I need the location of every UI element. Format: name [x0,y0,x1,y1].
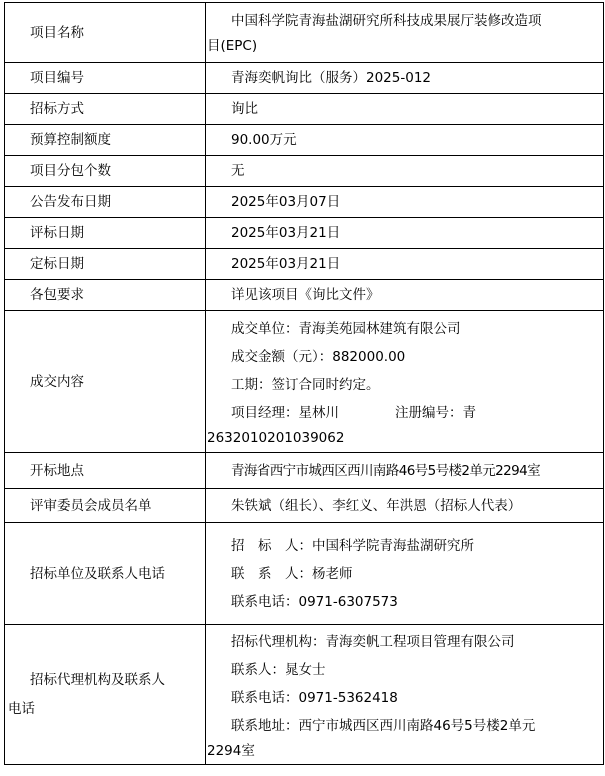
value-lot-count: 无 [231,163,245,179]
row-deal-content [5,311,604,453]
value-budget: 90.00万元 [231,132,297,148]
agency-address: 联系地址：西宁市城西区西川南路46号5号楼2单元 [231,717,536,734]
row-project-number [5,63,604,94]
label-project-number: 项目编号 [5,63,206,94]
label-lot-requirements: 各包要求 [5,280,206,311]
deal-winner: 成交单位：青海美苑园林建筑有限公司 [231,320,461,337]
row-agency-contact [5,625,604,765]
deal-amount: 成交金额（元）：882000.00 [231,348,406,365]
label-lot-count: 项目分包个数 [5,156,206,187]
deal-reg-label: 注册编号：青 [395,404,476,421]
value-project-number: 青海奕帆询比（服务）2025-012 [231,70,431,86]
label-award-date: 定标日期 [5,249,206,280]
deal-reg-number: 2632010201039062 [207,429,345,446]
label-bid-method: 招标方式 [5,94,206,125]
agency-contact-person: 联系人：晁女士 [231,661,326,678]
value-lot-requirements: 详见该项目《询比文件》 [231,287,380,303]
label-agency-contact [5,625,206,765]
row-project-name [5,3,604,63]
tenderer-phone: 联系电话：0971-6307573 [231,593,398,610]
value-announce-date: 2025年03月07日 [231,194,341,210]
label-deal-content: 成交内容 [5,311,206,453]
row-eval-date [5,218,604,249]
project-info-table [4,2,604,765]
value-bid-method: 询比 [231,101,258,117]
deal-manager: 项目经理：星林川 [231,404,339,421]
row-lot-requirements [5,280,604,311]
value-tenderer-contact [206,523,604,625]
tenderer-name: 招 标 人：中国科学院青海盐湖研究所 [231,537,474,554]
label-agency-line2: 电话 [8,700,35,717]
label-eval-date: 评标日期 [5,218,206,249]
label-announce-date: 公告发布日期 [5,187,206,218]
row-announce-date [5,187,604,218]
row-tenderer-contact [5,523,604,625]
row-lot-count [5,156,604,187]
value-deal-content [206,311,604,453]
value-open-location: 青海省西宁市城西区西川南路46号5号楼2单元2294室 [231,462,541,479]
agency-phone: 联系电话：0971-5362418 [231,689,398,706]
project-name-line1: 中国科学院青海盐湖研究所科技成果展厅装修改造项 [231,12,542,29]
row-open-location [5,453,604,489]
value-committee: 朱铁斌（组长）、李红义、年洪恩（招标人代表） [231,497,522,514]
deal-duration: 工期：签订合同时约定。 [231,376,380,393]
row-award-date [5,249,604,280]
label-committee: 评审委员会成员名单 [5,489,206,523]
value-project-name [206,3,604,63]
row-committee [5,489,604,523]
label-tenderer-contact: 招标单位及联系人电话 [5,523,206,625]
agency-name: 招标代理机构：青海奕帆工程项目管理有限公司 [231,633,515,650]
agency-address-cont: 2294室 [207,742,255,759]
tenderer-contact-person: 联 系 人：杨老师 [231,565,353,582]
row-budget [5,125,604,156]
row-bid-method [5,94,604,125]
project-name-line2: 目(EPC) [207,37,258,54]
label-open-location: 开标地点 [5,453,206,489]
value-agency-contact [206,625,604,765]
value-award-date: 2025年03月21日 [231,256,341,272]
label-budget: 预算控制额度 [5,125,206,156]
label-agency-line1: 招标代理机构及联系人 [30,671,165,688]
label-project-name: 项目名称 [5,3,206,63]
value-eval-date: 2025年03月21日 [231,225,341,241]
deal-manager-line [206,399,603,427]
